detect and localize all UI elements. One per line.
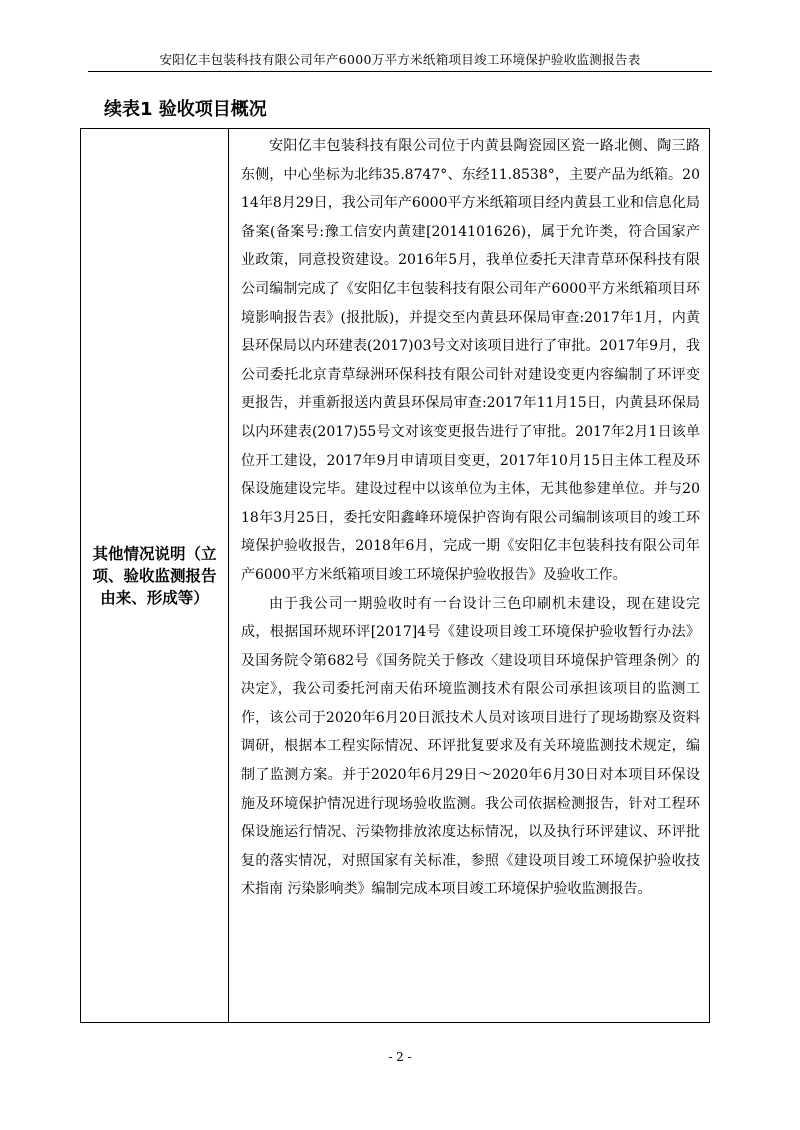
paragraph-monitoring-background: 由于我公司一期验收时有一台设计三色印刷机未建设，现在建设完成，根据国环规环评[2017]4号《建设项目竣工环境保护验收暂行办法》及国务院令第682号《国务院关于修改〈建设项目环境保护管理条例〉的决定》，我公司委托河南天佑环境监测技术有限公司承担该项目的监测工作，该公司于2020年6月20日派技术人员对该项目进行了现场勘察及资料调研，根据本工程实际情况、环评批复要求及有关环境监测技术规定，编制了监测方案。并于2020年6月29日～2020年6月30日对本项目环保设施及环境保护情况进行现场验收监测。我公司依据检测报告，针对工程环保设施运行情况、污染物排放浓度达标情况，以及执行环评建议、环评批复的落实情况，对照国家有关标准，参照《建设项目竣工环境保护验收技术指南 污染影响类》编制完成本项目竣工环境保护验收监测报告。 <box>241 595 700 898</box>
table-row-label: 其他情况说明（立项、验收监测报告由来、形成等） <box>92 544 217 607</box>
page-number: - 2 - <box>388 1050 412 1064</box>
paragraph-project-history: 安阳亿丰包装科技有限公司位于内黄县陶瓷园区瓷一路北侧、陶三路东侧，中心坐标为北纬35.8747°、东经11.8538°，主要产品为纸箱。2014年8月29日，我公司年产6000平方米纸箱项目经内黄县工业和信息化局备案(备案号:豫工信安内黄建[2014101626)，属于允许类，符合国家产业政策，同意投资建设。2016年5月，我单位委托天津青草环保科技有限公司编制完成了《安阳亿丰包装科技有限公司年产6000平方米纸箱项目环境影响报告表》(报批版)，并提交至内黄县环保局审查:2017年1月，内黄县环保局以内环建表(2017)03号文对该项目进行了审批。2017年9月，我公司委托北京青草绿洲环保科技有限公司针对建设变更内容编制了环评变更报告，并重新报送内黄县环保局审查:2017年11月15日，内黄县环保局以内环建表(2017)55号文对该变更报告进行了审批。2017年2月1日该单位开工建设，2017年9月申请项目变更，2017年10月15日主体工程及环保设施建设完毕。建设过程中以该单位为主体，无其他参建单位。并与2018年3月25日，委托安阳鑫峰环境保护咨询有限公司编制该项目的竣工环境保护验收报告，2018年6月，完成一期《安阳亿丰包装科技有限公司年产6000平方米纸箱项目竣工环境保护验收报告》及验收工作。 <box>241 138 700 583</box>
report-header-title: 安阳亿丰包装科技有限公司年产6000万平方米纸箱项目竣工环境保护验收监测报告表 <box>159 52 641 67</box>
overview-table <box>80 128 710 1023</box>
header-divider <box>88 71 712 72</box>
section-title: 续表1 验收项目概况 <box>104 99 267 120</box>
table-label-cell <box>81 129 229 1022</box>
table-content-cell <box>229 129 709 1022</box>
